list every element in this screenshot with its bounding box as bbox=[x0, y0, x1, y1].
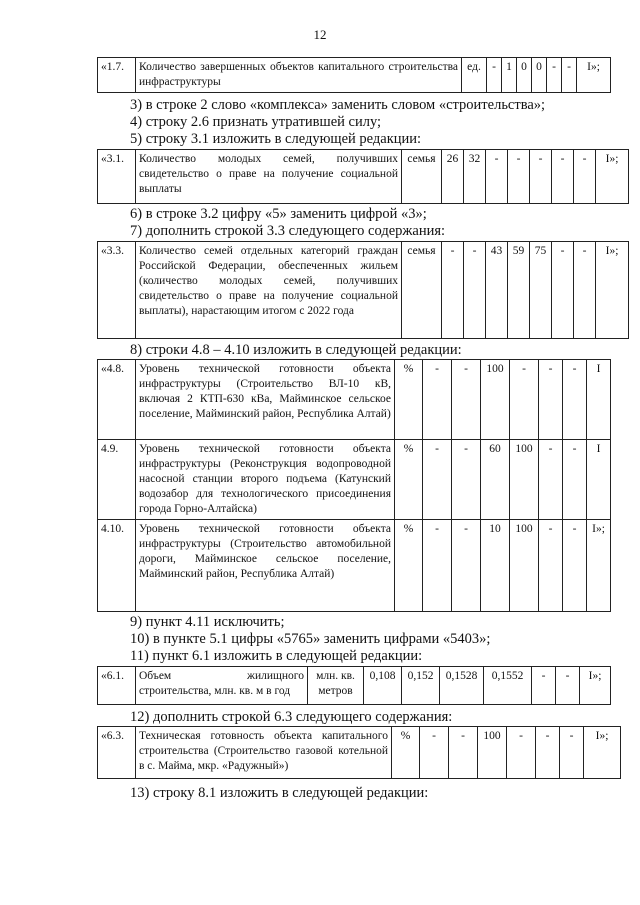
value-cell: - bbox=[464, 242, 486, 339]
value-cell: - bbox=[539, 520, 563, 612]
row-number: «6.3. bbox=[98, 727, 136, 779]
value-cell: - bbox=[530, 150, 552, 204]
value-cell: 100 bbox=[478, 727, 507, 779]
instruction-13: 13) строку 8.1 изложить в следующей редакции: bbox=[130, 785, 429, 801]
value-cell: - bbox=[574, 150, 596, 204]
table-row-3-1 bbox=[97, 149, 629, 204]
value-cell: 75 bbox=[530, 242, 552, 339]
value-cell: - bbox=[556, 667, 580, 705]
unit: % bbox=[395, 440, 423, 520]
value-cell: 59 bbox=[508, 242, 530, 339]
value-cell: - bbox=[532, 667, 556, 705]
value-cell: 100 bbox=[481, 360, 510, 440]
value-cell: - bbox=[510, 360, 539, 440]
value-cell: - bbox=[486, 150, 508, 204]
value-cell: 60 bbox=[481, 440, 510, 520]
instruction-8: 8) строки 4.8 – 4.10 изложить в следующей редакции: bbox=[130, 342, 462, 358]
value-cell: - bbox=[547, 58, 562, 93]
indicator-name: Объем жилищного строительства, млн. кв. м в год bbox=[136, 667, 308, 705]
value-cell: - bbox=[562, 58, 577, 93]
value-cell: 0 bbox=[532, 58, 547, 93]
value-cell: - bbox=[563, 520, 587, 612]
value-cell: 100 bbox=[510, 520, 539, 612]
unit: семья bbox=[402, 150, 442, 204]
indicator-name: Количество семей отдельных категорий граждан Российской Федерации, обеспеченных жильем (количество молодых семей, получивших свидетельство о праве на получение социальной выплаты), нарастающим итогом с 2022 года bbox=[136, 242, 402, 339]
value-cell: 0,152 bbox=[402, 667, 440, 705]
row-number: «6.1. bbox=[98, 667, 136, 705]
table-row-3-3 bbox=[97, 241, 629, 339]
value-cell: - bbox=[449, 727, 478, 779]
table-row bbox=[98, 440, 611, 520]
row-end: I»; bbox=[577, 58, 611, 93]
instruction-5: 5) строку 3.1 изложить в следующей редакции: bbox=[130, 131, 422, 147]
value-cell: - bbox=[487, 58, 502, 93]
value-cell: - bbox=[420, 727, 449, 779]
instruction-7: 7) дополнить строкой 3.3 следующего содержания: bbox=[130, 223, 446, 239]
value-cell: 0,1528 bbox=[440, 667, 484, 705]
value-cell: - bbox=[536, 727, 560, 779]
table-row-6-3 bbox=[97, 726, 621, 779]
row-end: I»; bbox=[596, 150, 629, 204]
value-cell: 0,108 bbox=[364, 667, 402, 705]
table-row-1-7 bbox=[97, 57, 611, 93]
value-cell: 26 bbox=[442, 150, 464, 204]
value-cell: 10 bbox=[481, 520, 510, 612]
value-cell: 0,1552 bbox=[484, 667, 532, 705]
instruction-11: 11) пункт 6.1 изложить в следующей редакции: bbox=[130, 648, 423, 664]
table-row-6-1 bbox=[97, 666, 611, 705]
instruction-6: 6) в строке 3.2 цифру «5» заменить цифрой «3»; bbox=[130, 206, 427, 222]
instruction-3: 3) в строке 2 слово «комплекса» заменить словом «строительства»; bbox=[130, 97, 546, 113]
value-cell: - bbox=[423, 360, 452, 440]
table-rows-4 bbox=[97, 359, 611, 612]
value-cell: 32 bbox=[464, 150, 486, 204]
indicator-name: Количество завершенных объектов капитального строительства инфраструктуры bbox=[136, 58, 462, 93]
value-cell: - bbox=[507, 727, 536, 779]
row-number: 4.9. bbox=[98, 440, 136, 520]
row-end: I»; bbox=[587, 520, 611, 612]
indicator-name: Уровень технической готовности объекта инфраструктуры (Строительство ВЛ-10 кВ, включая 2 КТП-630 кВа, Майминское сельское поселение, Майминский район, Республика Алтай) bbox=[136, 360, 395, 440]
value-cell: - bbox=[442, 242, 464, 339]
value-cell: 0 bbox=[517, 58, 532, 93]
indicator-name: Количество молодых семей, получивших свидетельство о праве на получение социальной выплаты bbox=[136, 150, 402, 204]
table-row bbox=[98, 360, 611, 440]
value-cell: - bbox=[452, 440, 481, 520]
row-number: «1.7. bbox=[98, 58, 136, 93]
unit: млн. кв. метров bbox=[308, 667, 364, 705]
table-row bbox=[98, 520, 611, 612]
page-number: 12 bbox=[313, 27, 327, 42]
value-cell: - bbox=[563, 440, 587, 520]
instruction-4: 4) строку 2.6 признать утратившей силу; bbox=[130, 114, 382, 130]
value-cell: - bbox=[423, 520, 452, 612]
indicator-name: Техническая готовность объекта капитального строительства (Строительство газовой котельной в с. Майма, мкр. «Радужный») bbox=[136, 727, 392, 779]
row-end: I»; bbox=[596, 242, 629, 339]
value-cell: - bbox=[574, 242, 596, 339]
value-cell: - bbox=[452, 360, 481, 440]
instruction-12: 12) дополнить строкой 6.3 следующего содержания: bbox=[130, 709, 453, 725]
row-number: «3.1. bbox=[98, 150, 136, 204]
row-number: «3.3. bbox=[98, 242, 136, 339]
row-number: 4.10. bbox=[98, 520, 136, 612]
value-cell: - bbox=[552, 150, 574, 204]
row-end: I»; bbox=[584, 727, 621, 779]
row-end: I bbox=[587, 360, 611, 440]
row-end: I»; bbox=[580, 667, 611, 705]
value-cell: - bbox=[423, 440, 452, 520]
instruction-10: 10) в пункте 5.1 цифры «5765» заменить цифрами «5403»; bbox=[130, 631, 491, 647]
indicator-name: Уровень технической готовности объекта инфраструктуры (Реконструкция водопроводной насосной станции второго подъема (Катунский водозабор для технологического присоединения города Горно-Алтайска) bbox=[136, 440, 395, 520]
value-cell: - bbox=[452, 520, 481, 612]
unit: ед. bbox=[462, 58, 487, 93]
unit: % bbox=[392, 727, 420, 779]
row-number: «4.8. bbox=[98, 360, 136, 440]
value-cell: 100 bbox=[510, 440, 539, 520]
unit: % bbox=[395, 520, 423, 612]
row-end: I bbox=[587, 440, 611, 520]
instruction-9: 9) пункт 4.11 исключить; bbox=[130, 614, 285, 630]
value-cell: - bbox=[508, 150, 530, 204]
value-cell: - bbox=[560, 727, 584, 779]
indicator-name: Уровень технической готовности объекта инфраструктуры (Строительство автомобильной дороги, Майминское сельское поселение, Майминский район, Республика Алтай) bbox=[136, 520, 395, 612]
value-cell: 43 bbox=[486, 242, 508, 339]
unit: семья bbox=[402, 242, 442, 339]
unit: % bbox=[395, 360, 423, 440]
value-cell: - bbox=[539, 440, 563, 520]
value-cell: - bbox=[539, 360, 563, 440]
value-cell: 1 bbox=[502, 58, 517, 93]
value-cell: - bbox=[552, 242, 574, 339]
value-cell: - bbox=[563, 360, 587, 440]
